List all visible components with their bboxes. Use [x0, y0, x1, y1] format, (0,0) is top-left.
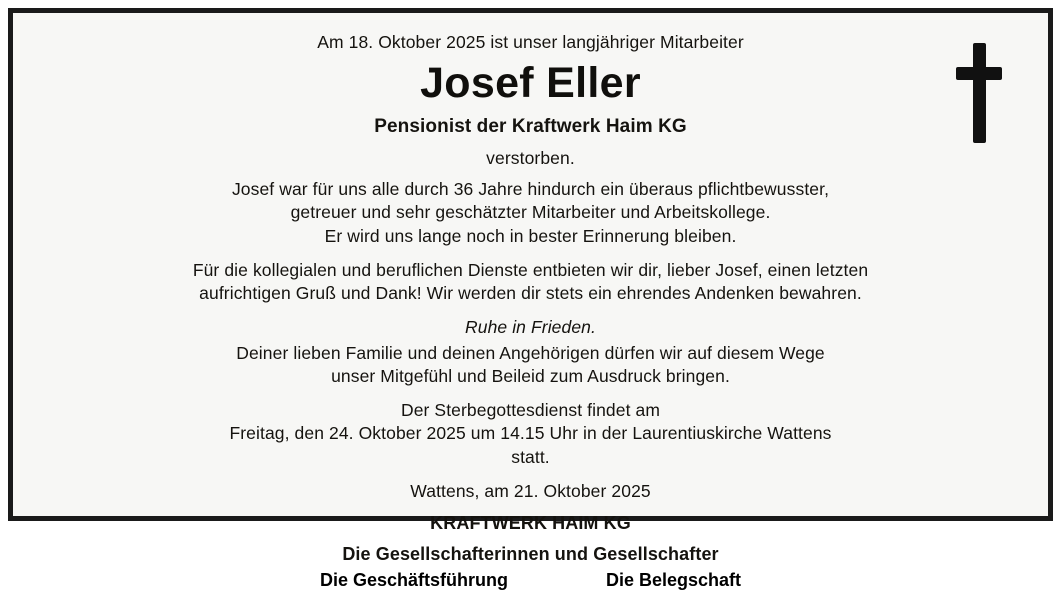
intro-text: Am 18. Oktober 2025 ist unser langjähriger Mitarbeiter: [317, 32, 744, 52]
condolence-line: Deiner lieben Familie und deinen Angehörigen dürfen wir auf diesem Wege: [236, 342, 825, 363]
notice-inner: [13, 13, 1048, 591]
tribute-line: Josef war für uns alle durch 36 Jahre hindurch ein überaus pflichtbewusster,: [231, 179, 830, 200]
deceased-name: Josef Eller: [420, 59, 641, 108]
service-line: statt.: [511, 446, 550, 467]
signers-line: Die Gesellschafterinnen und Gesellschafter: [342, 544, 719, 565]
thanks-line: Für die kollegialen und beruflichen Dienste entbieten wir dir, lieber Josef, einen letzten: [192, 259, 869, 280]
service-line: Freitag, den 24. Oktober 2025 um 14.15 Uhr in der Laurentiuskirche Wattens: [229, 423, 832, 444]
condolence-line: unser Mitgefühl und Beileid zum Ausdruck bringen.: [331, 365, 730, 386]
signature-row: [47, 570, 1014, 591]
blessing-text: Ruhe in Frieden.: [465, 317, 596, 338]
company-name: KRAFTWERK HAIM KG: [430, 513, 631, 534]
place-and-date: Wattens, am 21. Oktober 2025: [410, 481, 651, 502]
cross-horizontal-bar: [956, 67, 1002, 80]
cross-vertical-bar: [973, 43, 986, 143]
service-line: Der Sterbegottesdienst findet am: [400, 400, 661, 421]
service-info: [47, 399, 1014, 469]
signer-management: Die Geschäftsführung: [319, 570, 508, 591]
tribute-paragraph: [47, 178, 1014, 248]
death-status: verstorben.: [486, 147, 575, 168]
thanks-line: aufrichtigen Gruß und Dank! Wir werden dir stets ein ehrendes Andenken bewahren.: [199, 283, 862, 304]
deceased-role: Pensionist der Kraftwerk Haim KG: [374, 115, 687, 137]
tribute-line: getreuer und sehr geschätzter Mitarbeiter und Arbeitskollege.: [290, 202, 771, 223]
cross-icon: [956, 43, 1002, 143]
obituary-notice: [8, 8, 1053, 591]
signer-staff: Die Belegschaft: [605, 570, 742, 591]
thanks-paragraph: [47, 259, 1014, 306]
condolence-paragraph: [47, 342, 1014, 389]
tribute-line: Er wird uns lange noch in bester Erinnerung bleiben.: [324, 225, 737, 246]
